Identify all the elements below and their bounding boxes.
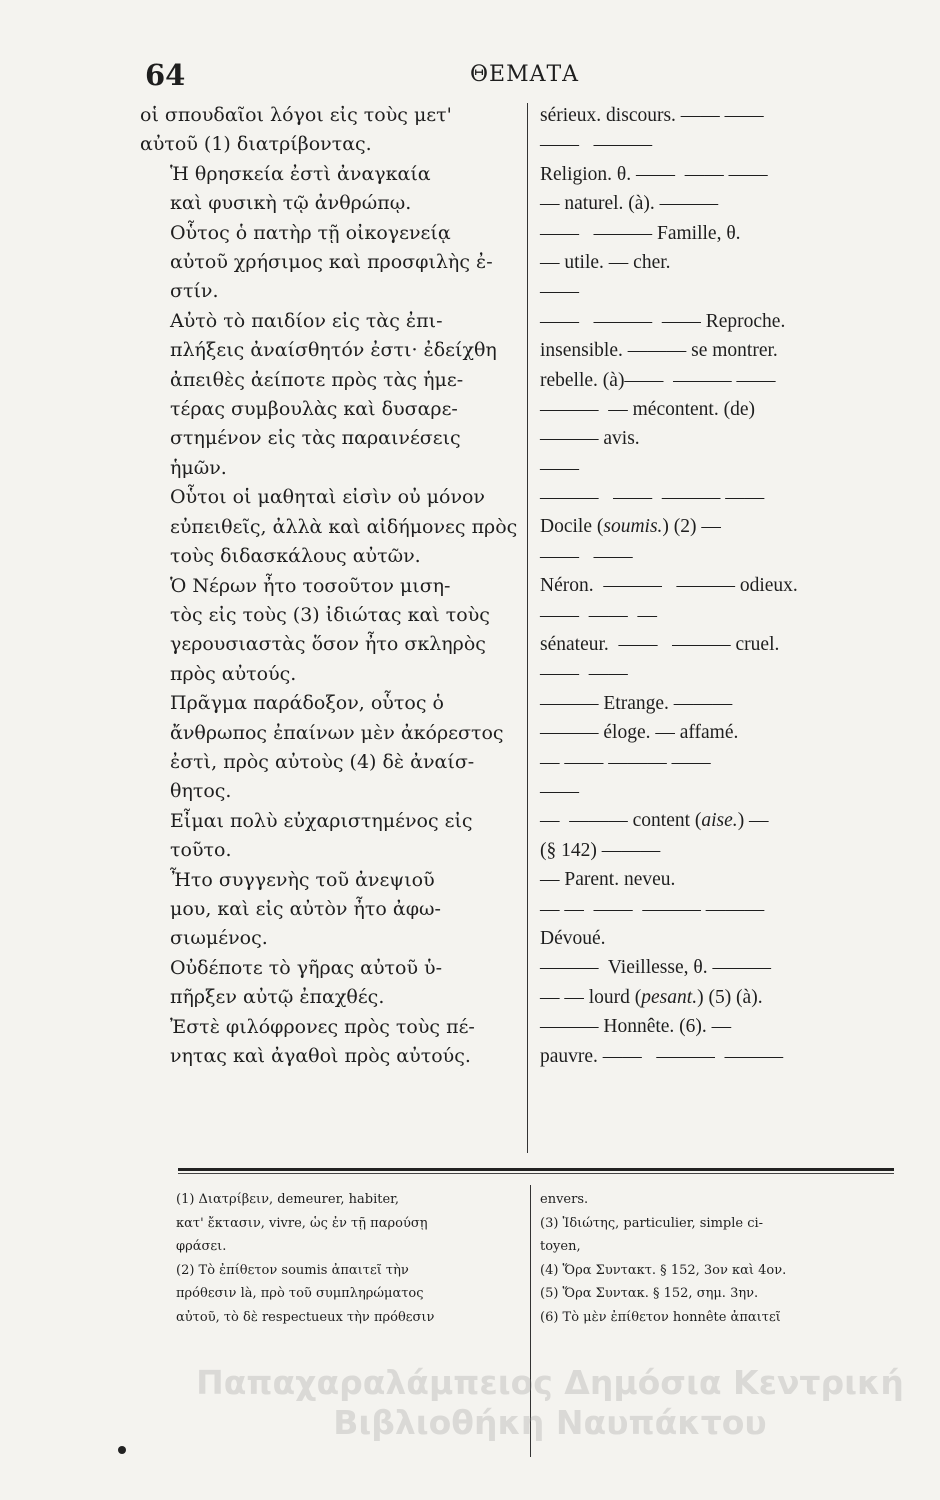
text-line: εὐπειθεῖς, ἀλλὰ καὶ αἰδήμονες πρὸς: [170, 515, 518, 538]
text-line: μου, καὶ εἰς αὐτὸν ἦτο ἀφω-: [170, 897, 441, 920]
vocab-line: —— ——: [540, 663, 628, 685]
vocab-line: —— ———: [540, 134, 653, 156]
vocab-line: — —— ——— ——: [540, 751, 711, 773]
library-watermark-line1: Παπαχαραλάμπειος Δημόσια Κεντρική: [196, 1363, 904, 1402]
footnote-line: κατ' ἔκτασιν, vivre, ὡς ἐν τῇ παρούσῃ: [176, 1215, 428, 1231]
vocab-line: Religion. θ. —— —— ——: [540, 163, 768, 185]
greek-paragraph: [140, 1013, 518, 1072]
text-line: τέρας συμβουλὰς καὶ δυσαρε-: [170, 398, 458, 421]
vocab-line: — naturel. (à). ———: [540, 193, 719, 215]
vocab-line: ——— Honnête. (6). —: [540, 1016, 732, 1038]
text-line: τοὺς διδασκάλους αὐτῶν.: [170, 545, 421, 568]
vocab-line: — ——— content (aise.) —: [540, 810, 769, 832]
footnote-line: envers.: [540, 1192, 589, 1207]
greek-text-column: [140, 101, 518, 1071]
footnote-line: (1) Διατρίβειν, demeurer, habiter,: [176, 1192, 400, 1207]
greek-paragraph: [140, 160, 518, 219]
running-head: ΘΕΜΑΤΑ: [470, 62, 580, 87]
vocab-line: ——— éloge. — affamé.: [540, 722, 739, 744]
text-line: πῆρξεν αὐτῷ ἐπαχθές.: [170, 986, 385, 1009]
footnote-rule: [178, 1168, 894, 1171]
greek-paragraph: [140, 954, 518, 1013]
vocab-line: Néron. ——— ——— odieux.: [540, 575, 798, 597]
text-line: γερουσιαστὰς ὅσον ἦτο σκληρὸς: [170, 633, 486, 656]
ink-dot: [118, 1446, 126, 1454]
greek-paragraph: [140, 101, 518, 160]
library-watermark-line2: Βιβλιοθήκη Ναυπάκτου: [333, 1403, 767, 1442]
footnote-line: (4) Ὅρα Συντακτ. § 152, 3ον καὶ 4ον.: [540, 1262, 787, 1278]
vocab-line: ——— —— ——— ——: [540, 487, 765, 509]
text-line: νητας καὶ ἀγαθοὶ πρὸς αὐτούς.: [170, 1045, 471, 1067]
vocab-line: ——— Etrange. ———: [540, 692, 733, 714]
italic-gloss: pesant.: [641, 986, 698, 1008]
vocab-line: rebelle. (à)—— ——— ——: [540, 369, 776, 391]
footnote-line: toyen,: [540, 1239, 581, 1254]
text-line: Αὐτὸ τὸ παιδίον εἰς τὰς ἐπι-: [170, 309, 443, 332]
text-line: πρὸς αὐτούς.: [170, 662, 297, 685]
text-line: τὸς εἰς τοὺς (3) ἰδιώτας καὶ τοὺς: [170, 603, 490, 626]
vocab-line: — — lourd (pesant.) (5) (à).: [540, 986, 763, 1008]
text-line: Ἦτο συγγενὴς τοῦ ἀνεψιοῦ: [170, 868, 435, 891]
text-line: ἄνθρωπος ἐπαίνων μὲν ἀκόρεστος: [170, 721, 504, 744]
text-line: σιωμένος.: [170, 927, 268, 950]
text-line: πλήξεις ἀναίσθητόν ἐστι· ἐδείχθη: [170, 339, 497, 362]
vocab-line: — Parent. neveu.: [540, 869, 676, 891]
text-line: αὐτοῦ (1) διατρίβοντας.: [140, 133, 372, 156]
text-line: στίν.: [170, 280, 219, 303]
greek-paragraph: [140, 807, 518, 866]
vocab-line: sérieux. discours. —— ——: [540, 105, 764, 126]
footnotes-left: [176, 1188, 522, 1329]
vocab-line: —— ——— Famille, θ.: [540, 222, 741, 244]
text-line: Πρᾶγμα παράδοξον, οὗτος ὁ: [170, 692, 444, 715]
text-line: Εἶμαι πολὺ εὐχαριστημένος εἰς: [170, 809, 473, 832]
footnote-rule-thin: [178, 1173, 894, 1174]
vocab-line: ——— avis.: [540, 428, 640, 450]
text-line: ἐστὶ, πρὸς αὐτοὺς (4) δὲ ἀναίσ-: [170, 750, 475, 773]
text-line: Οὗτος ὁ πατὴρ τῇ οἰκογενείᾳ: [170, 221, 451, 244]
italic-gloss: soumis.: [603, 516, 663, 538]
vocab-line: ——: [540, 780, 579, 802]
text-line: Ὁ Νέρων ἦτο τοσοῦτον μιση-: [170, 574, 451, 597]
text-line: ἡμῶν.: [170, 456, 227, 479]
greek-paragraph: [140, 866, 518, 954]
greek-paragraph: [140, 689, 518, 807]
footnote-line: αὐτοῦ, τὸ δὲ respectueux τὴν πρόθεσιν: [176, 1309, 435, 1325]
text-line: στημένον εἰς τὰς παραινέσεις: [170, 427, 461, 450]
greek-paragraph: [140, 572, 518, 690]
greek-paragraph: [140, 483, 518, 571]
french-vocabulary-column: [540, 101, 910, 1071]
vocab-line: Dévoué.: [540, 927, 606, 949]
vocab-line: ——— Vieillesse, θ. ———: [540, 957, 771, 979]
text-line: καὶ φυσικὴ τῷ ἀνθρώπῳ.: [170, 192, 412, 215]
text-line: Οὐδέποτε τὸ γῆρας αὐτοῦ ὑ-: [170, 956, 443, 979]
footnote-line: (6) Τὸ μὲν ἐπίθετον honnête ἀπαιτεῖ: [540, 1309, 781, 1325]
vocab-line: —— ——: [540, 545, 633, 567]
text-line: Οὗτοι οἱ μαθηταὶ εἰσὶν οὐ μόνον: [170, 486, 485, 509]
page-header: [0, 58, 940, 98]
footnotes-right: [540, 1188, 910, 1329]
greek-paragraph: [140, 219, 518, 307]
vocab-line: pauvre. —— ——— ———: [540, 1045, 784, 1067]
vocab-line: —— —— —: [540, 604, 657, 626]
page-number: 64: [145, 58, 186, 92]
vocab-line: insensible. ——— se montrer.: [540, 340, 778, 362]
footnote-line: (3) Ἰδιώτης, particulier, simple ci-: [540, 1215, 764, 1231]
footnote-line: (5) Ὅρα Συντακ. § 152, σημ. 3ην.: [540, 1286, 759, 1301]
vocab-line: sénateur. —— ——— cruel.: [540, 634, 780, 656]
vocab-line: — — —— ——— ———: [540, 898, 765, 920]
footnote-line: (2) Τὸ ἐπίθετον soumis ἀπαιτεῖ τὴν: [176, 1262, 409, 1278]
text-line: τοῦτο.: [170, 839, 232, 862]
text-line: οἱ σπουδαῖοι λόγοι εἰς τοὺς μετ': [140, 104, 452, 126]
text-line: θητος.: [170, 780, 232, 803]
column-divider: [527, 103, 528, 1153]
vocab-line: — utile. — cher.: [540, 251, 671, 273]
footnote-line: πρόθεσιν là, πρὸ τοῦ συμπληρώματος: [176, 1286, 424, 1301]
vocab-line: Docile (soumis.) (2) —: [540, 516, 721, 538]
vocab-line: ——: [540, 281, 579, 303]
greek-paragraph: [140, 307, 518, 483]
text-line: αὐτοῦ χρήσιμος καὶ προσφιλὴς ἐ-: [170, 251, 493, 274]
text-line: Ἡ θρησκεία ἐστὶ ἀναγκαία: [170, 162, 431, 185]
vocab-line: (§ 142) ———: [540, 839, 661, 861]
vocab-line: ——— — mécontent. (de): [540, 398, 755, 420]
text-line: Ἐστὲ φιλόφρονες πρὸς τοὺς πέ-: [170, 1015, 475, 1038]
text-line: ἀπειθὲς ἀείποτε πρὸς τὰς ἡμε-: [170, 368, 464, 391]
vocab-line: ——: [540, 457, 579, 479]
vocab-line: —— ——— —— Reproche.: [540, 310, 786, 332]
footnote-line: φράσει.: [176, 1239, 227, 1254]
italic-gloss: aise.: [701, 810, 738, 832]
